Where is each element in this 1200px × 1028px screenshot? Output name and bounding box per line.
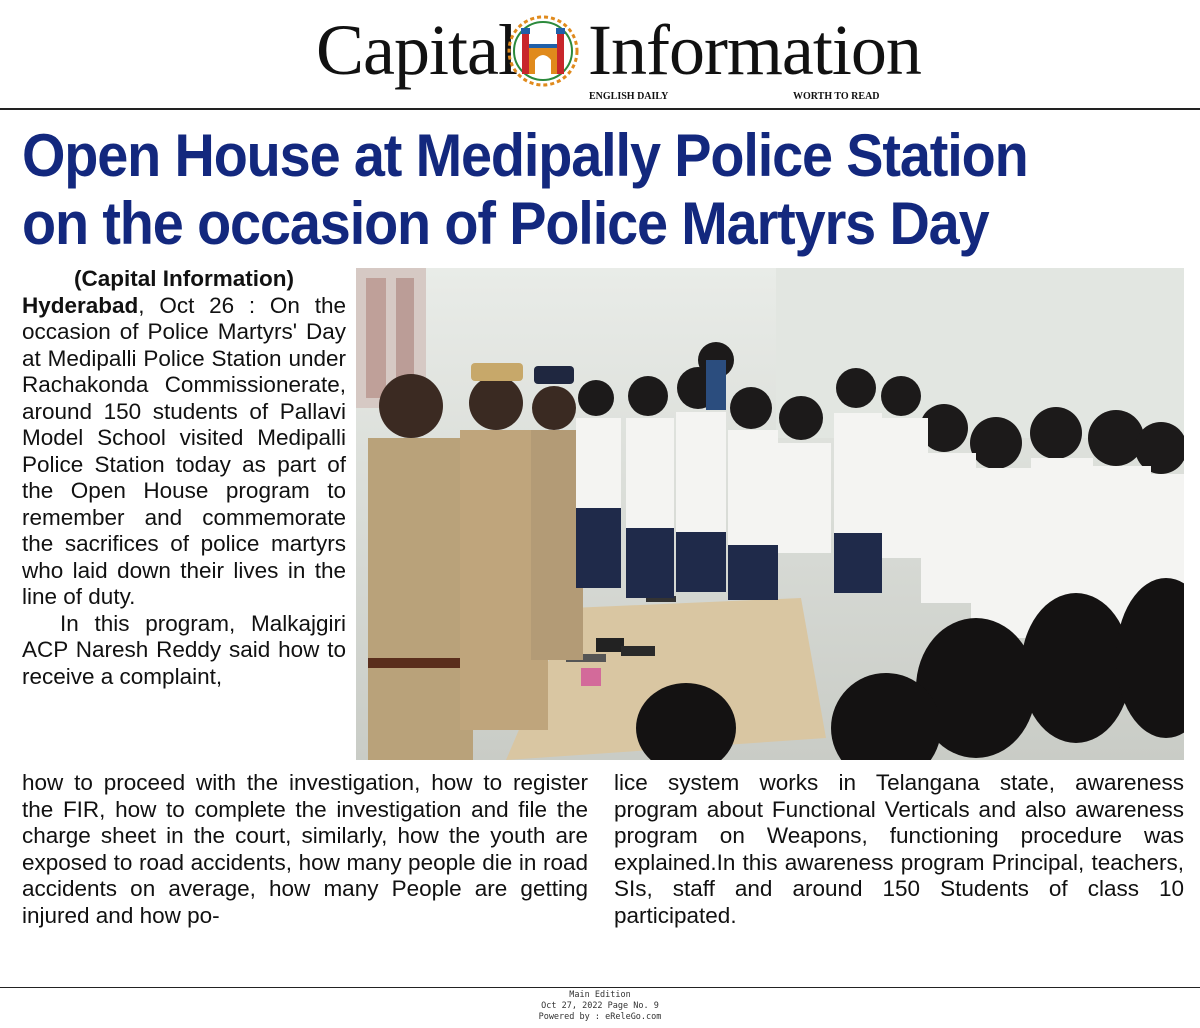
article-credit: (Capital Information) (74, 266, 294, 291)
article-paragraph-2-continued: how to proceed with the investigation, how to register the FIR, how to complete the investigation and file the charge sheet in the court, similarly, how the youth are exposed to road accidents, how many people die in road accidents on average, how many People are getting injured and how po- (22, 770, 588, 928)
masthead-rule (0, 108, 1200, 110)
article-paragraph-1 (22, 293, 346, 611)
headline-line-2: on the occasion of Police Martyrs Day (22, 190, 989, 257)
masthead-tagline-left: ENGLISH DAILY (589, 91, 669, 102)
article-paragraph-2-start: In this program, Malkajgiri ACP Naresh Reddy said how to receive a complaint, (22, 610, 346, 689)
masthead-title-left: Capital (316, 10, 517, 90)
masthead-title-right: Information (588, 10, 921, 90)
dateline-city: Hyderabad (22, 292, 139, 318)
footer-edition: Main Edition (569, 990, 631, 1000)
article-paragraph-1-text: , Oct 26 : On the occasion of Police Martyrs' Day at Medipalli Police Station under Rachakonda Commissionerate, around 150 students of Pallavi Model School visited Medipalli Police Station today as part of the Open House program to remember and commemorate the sacrifices of police martyrs who laid down their lives in the line of duty. (22, 292, 346, 609)
footer-rule (0, 987, 1200, 988)
masthead-tagline-right: WORTH TO READ (793, 91, 880, 102)
police-open-house-photo-icon (356, 268, 1184, 760)
charminar-logo-icon (506, 14, 580, 88)
footer-powered-by: Powered by : eReleGo.com (538, 1012, 662, 1022)
headline-line-1: Open House at Medipally Police Station (22, 122, 1028, 189)
footer-date-page: Oct 27, 2022 Page No. 9 (541, 1001, 659, 1011)
article-column-1 (22, 266, 346, 690)
masthead (0, 0, 1200, 108)
page-footer (0, 990, 1200, 1023)
headline (22, 122, 1105, 258)
article-paragraph-2-end: lice system works in Telangana state, awareness program about Functional Verticals and also awareness program on Weapons, functioning procedure was explained.In this awareness program Principal, teachers, SIs, staff and around 150 Students of class 10 participated. (614, 770, 1184, 928)
article-photo (356, 268, 1184, 760)
article-column-2 (22, 770, 588, 929)
article-column-3 (614, 770, 1184, 929)
